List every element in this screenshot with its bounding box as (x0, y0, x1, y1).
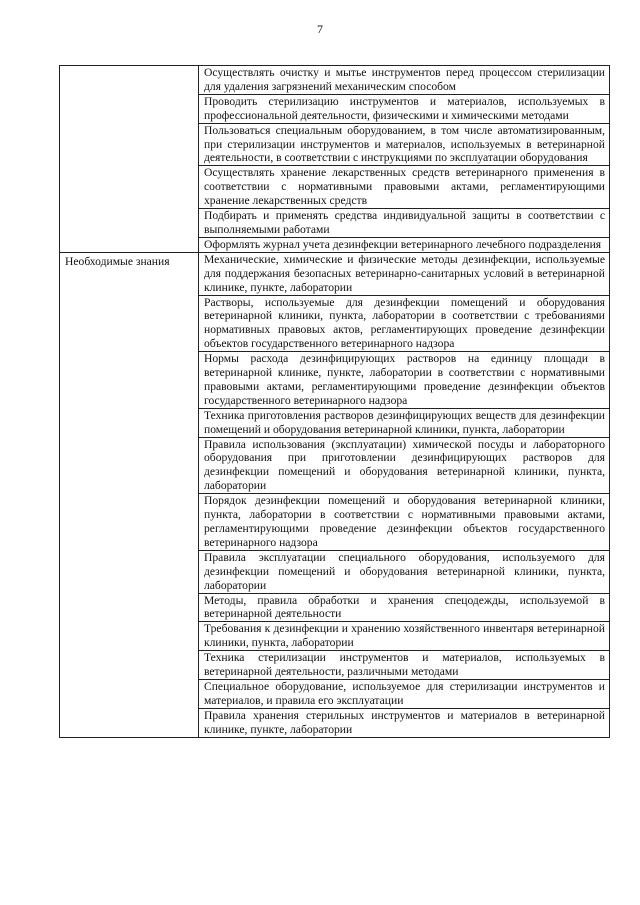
skills-label-cell (60, 66, 199, 253)
page-number: 7 (317, 22, 323, 36)
knowledge-item: Методы, правила обработки и хранения спецодежды, используемой в ветеринарной деятельности (199, 593, 610, 622)
competency-table (59, 65, 610, 738)
knowledge-item: Техника приготовления растворов дезинфицирующих веществ для дезинфекции помещений и оборудования ветеринарной клиники, пункта, лаборатории (199, 408, 610, 437)
skill-item: Проводить стерилизацию инструментов и материалов, используемых в профессиональной деятельности, физическими и химическими методами (199, 94, 610, 123)
knowledge-item: Техника стерилизации инструментов и материалов, используемых в ветеринарной деятельности, различными методами (199, 651, 610, 680)
knowledge-item: Правила использования (эксплуатации) химической посуды и лабораторного оборудования при приготовлении дезинфицирующих растворов для дезинфекции помещений и оборудования ветеринарной клиники, пункта, лаборатории (199, 437, 610, 494)
skill-item: Пользоваться специальным оборудованием, в том числе автоматизированным, при стерилизации инструментов и материалов, используемых в ветеринарной деятельности, в соответствии с инструкциями по эксплуатации оборудования (199, 123, 610, 166)
skill-item: Оформлять журнал учета дезинфекции ветеринарного лечебного подразделения (199, 237, 610, 252)
knowledge-item: Нормы расхода дезинфицирующих растворов на единицу площади в ветеринарной клинике, пункте, лаборатории в соответствии с нормативными правовыми актами, регламентирующими проведение дезинфекции объектов государственного ветеринарного надзора (199, 352, 610, 409)
knowledge-item: Механические, химические и физические методы дезинфекции, используемые для поддержания безопасных ветеринарно-санитарных условий в ветеринарной клинике, пункте, лаборатории (199, 252, 610, 295)
knowledge-item: Правила хранения стерильных инструментов и материалов в ветеринарной клинике, пункте, лаборатории (199, 708, 610, 737)
skill-item: Осуществлять хранение лекарственных средств ветеринарного применения в соответствии с нормативными правовыми актами, регламентирующими хранение лекарственных средств (199, 166, 610, 209)
skill-item: Осуществлять очистку и мытье инструментов перед процессом стерилизации для удаления загрязнений механическим способом (199, 66, 610, 95)
knowledge-item: Требования к дезинфекции и хранению хозяйственного инвентаря ветеринарной клиники, пункта, лаборатории (199, 622, 610, 651)
knowledge-item: Порядок дезинфекции помещений и оборудования ветеринарной клиники, пункта, лаборатории в соответствии с нормативными правовыми актами, регламентирующими проведение дезинфекции объектов государственного ветеринарного надзора (199, 494, 610, 551)
knowledge-item: Растворы, используемые для дезинфекции помещений и оборудования ветеринарной клиники, пункта, лаборатории в соответствии с требованиями нормативных правовых актов, регламентирующих проведение дезинфекции объектов государственного ветеринарного надзора (199, 295, 610, 352)
knowledge-item: Правила эксплуатации специального оборудования, используемого для дезинфекции помещений и оборудования ветеринарной клиники, пункта, лаборатории (199, 550, 610, 593)
table-row (60, 66, 610, 95)
table-row (60, 252, 610, 295)
skill-item: Подбирать и применять средства индивидуальной защиты в соответствии с выполняемыми работами (199, 209, 610, 238)
knowledge-label: Необходимые знания (60, 252, 199, 737)
knowledge-item: Специальное оборудование, используемое для стерилизации инструментов и материалов, и правила его эксплуатации (199, 679, 610, 708)
